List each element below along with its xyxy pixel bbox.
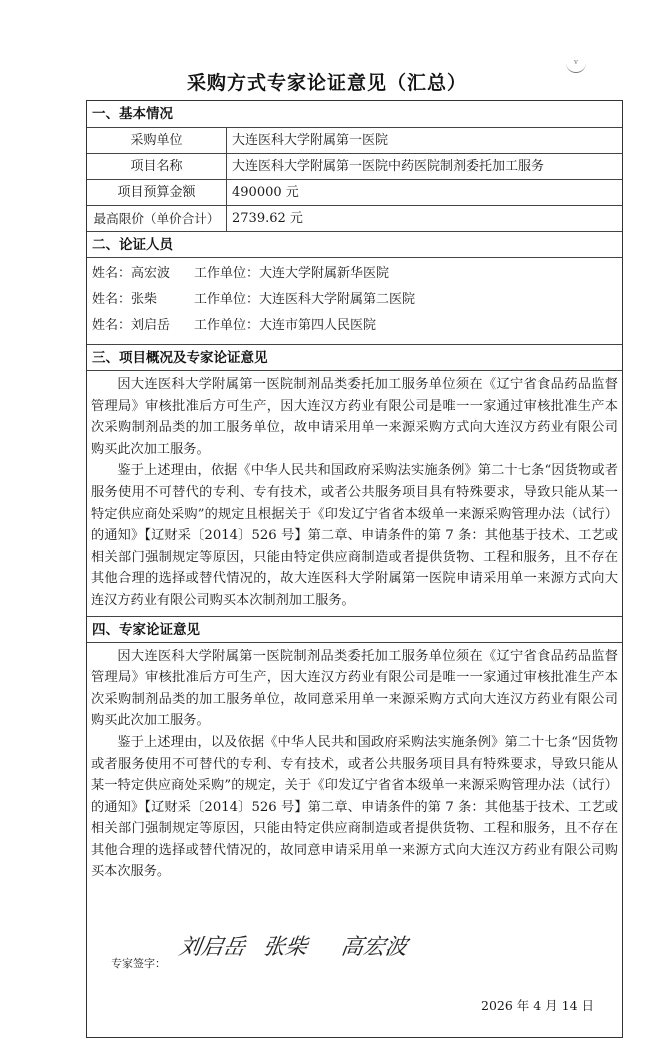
expert-item xyxy=(92,288,617,314)
section1-heading: 一、基本情况 xyxy=(92,106,173,122)
expert-name: 姓名：张柴 xyxy=(92,292,158,307)
info-row-max-price xyxy=(87,205,622,231)
info-value: 大连医科大学附属第一医院中药医院制剂委托加工服务 xyxy=(232,159,545,174)
expert-unit: 工作单位：大连大学附属新华医院 xyxy=(194,266,390,281)
expert-item xyxy=(92,262,617,288)
section3-paragraph: 鉴于上述理由，依据《中华人民共和国政府采购法实施条例》第二十七条“因货物或者服务使用不可替代的专利、专有技术，或者公共服务项目具有特殊要求，导致只能从某一特定供应商处采购”的规定且根据关于《印发辽宁省省本级单一来源采购管理办法（试行）的通知》【辽财采〔2014〕526 号】第二章、申请条件的第 7 条：其他基于技术、工艺或相关部门强制规定等原因，只能由特定供应商制造或者提供货物、工程和服务，且不存在其他合理的选择或替代情况的，故大连医科大学附属第一医院申请采用单一来源方式向大连汉方药业有限公司购买本次制剂加工服务。 xyxy=(91,463,618,608)
expert-unit: 工作单位：大连市第四人民医院 xyxy=(194,318,377,333)
experts-list xyxy=(87,257,622,344)
info-row-project-name xyxy=(87,153,622,179)
signature-label: 专家签字： xyxy=(111,957,166,971)
info-value: 2739.62 元 xyxy=(232,211,303,226)
handwritten-signature: 刘启岳 xyxy=(177,935,247,961)
info-value: 大连医科大学附属第一医院 xyxy=(232,133,389,148)
expert-item xyxy=(92,314,617,340)
info-label: 采购单位 xyxy=(87,128,227,153)
expert-name: 姓名：刘启岳 xyxy=(92,318,171,333)
signature-area xyxy=(91,883,618,1033)
expert-name: 姓名：高宏波 xyxy=(92,266,171,281)
section3-heading: 三、项目概况及专家论证意见 xyxy=(87,344,622,370)
section3-body xyxy=(87,370,622,616)
handwritten-signature: 张柴 xyxy=(261,935,309,961)
info-label: 最高限价（单价合计） xyxy=(87,206,227,231)
section3-paragraph: 因大连医科大学附属第一医院制剂品类委托加工服务单位须在《辽宁省食品药品监督管理局》审核批准后方可生产，因大连汉方药业有限公司是唯一一家通过审核批准生产本次采购制剂品类的加工服务单位，故申请采用单一来源采购方式向大连汉方药业有限公司购买此次加工服务。 xyxy=(91,377,618,457)
section4-body xyxy=(87,642,622,1038)
signing-date: 2026 年 4 月 14 日 xyxy=(481,998,595,1014)
handwritten-signature: 高宏波 xyxy=(339,935,409,961)
section4-heading: 四、专家论证意见 xyxy=(87,616,622,642)
document-title: 采购方式专家论证意见（汇总） xyxy=(186,72,467,94)
info-value: 490000 元 xyxy=(232,185,299,200)
info-label: 项目名称 xyxy=(87,154,227,179)
opinion-table xyxy=(86,100,623,1038)
info-label: 项目预算金额 xyxy=(87,180,227,205)
corner-mark-text: v xyxy=(574,58,578,66)
section2-heading: 二、论证人员 xyxy=(87,231,622,257)
info-row-purchaser xyxy=(87,127,622,153)
section4-paragraph: 鉴于上述理由，以及依据《中华人民共和国政府采购法实施条例》第二十七条“因货物或者服务使用不可替代的专利、专有技术，或者公共服务项目具有特殊要求，导致只能从某一特定供应商处采购”的规定，关于《印发辽宁省省本级单一来源采购管理办法（试行）的通知》【辽财采〔2014〕526 号】第二章、申请条件的第 7 条：其他基于技术、工艺或相关部门强制规定等原因，只能由特定供应商制造或者提供货物、工程和服务，且不存在其他合理的选择或替代情况的，故同意申请采用单一来源方式向大连汉方药业有限公司购买本次服务。 xyxy=(91,734,618,880)
section4-paragraph: 因大连医科大学附属第一医院制剂品类委托加工服务单位须在《辽宁省食品药品监督管理局》审核批准后方可生产，因大连汉方药业有限公司是唯一一家通过审核批准生产本次采购制剂品类的加工服务单位，故同意采用单一来源采购方式向大连汉方药业有限公司购买此次加工服务。 xyxy=(91,648,618,729)
expert-unit: 工作单位：大连医科大学附属第二医院 xyxy=(194,292,416,307)
info-row-budget xyxy=(87,179,622,205)
